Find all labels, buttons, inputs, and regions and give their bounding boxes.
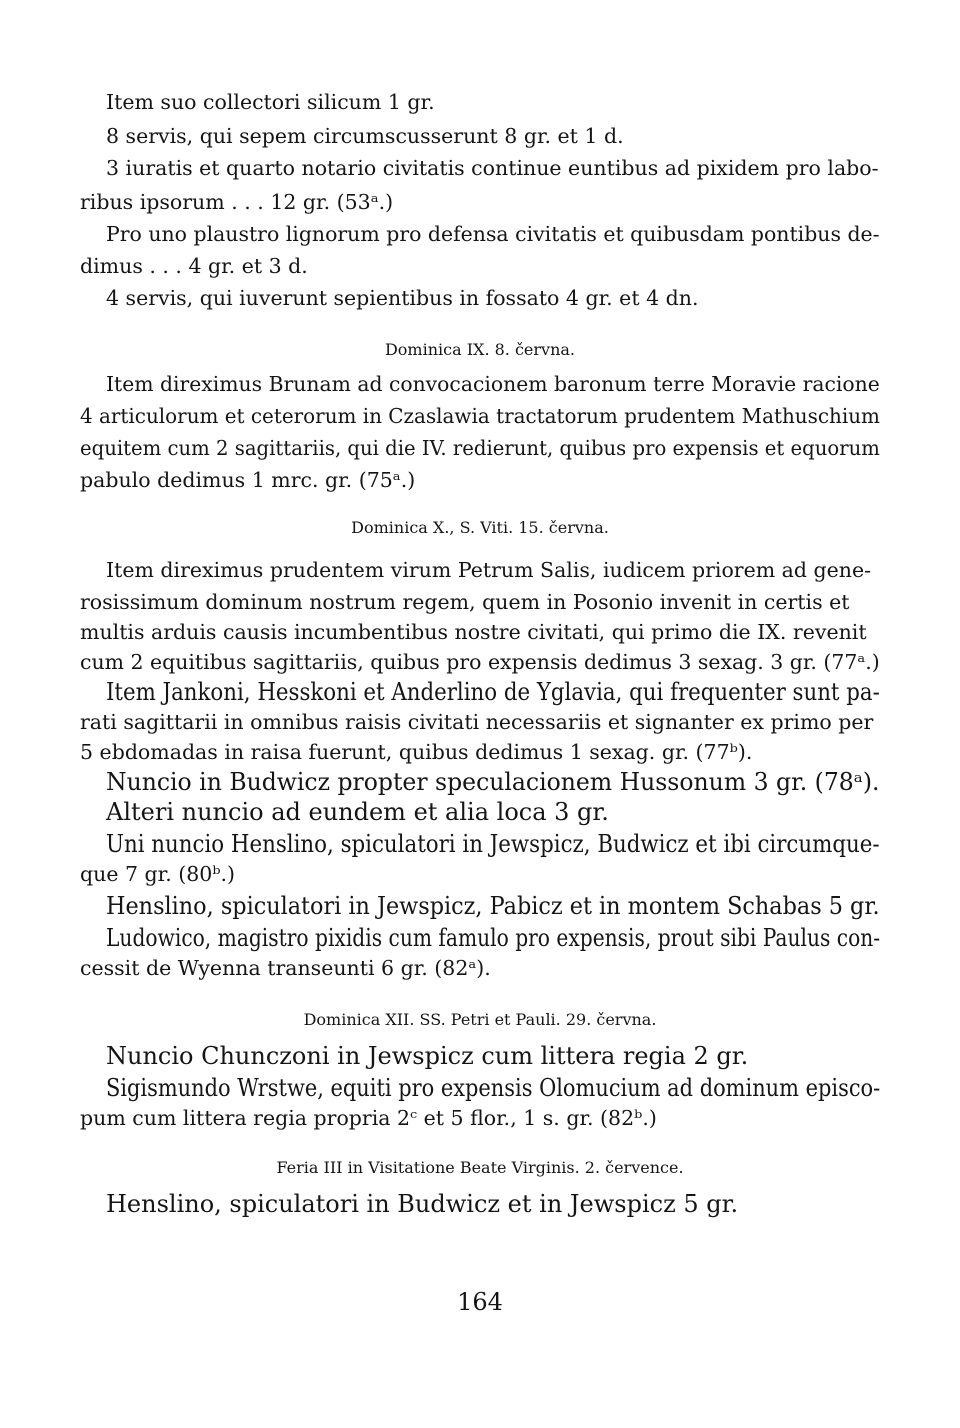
entry-line: Item direximus Brunam ad convocacionem baronum terre Moravie racione — [106, 372, 880, 396]
entry-line: que 7 gr. (80ᵇ.) — [80, 862, 236, 886]
entry-line: pabulo dedimus 1 mrc. gr. (75ᵃ.) — [80, 468, 416, 492]
entry-line: 4 articulorum et ceterorum in Czaslawia tractatorum prudentem Mathuschium — [80, 404, 880, 428]
entry-line: 4 servis, qui iuverunt sepientibus in fossato 4 gr. et 4 dn. — [106, 286, 699, 310]
entry-line: Pro uno plaustro lignorum pro defensa civitatis et quibusdam pontibus de- — [106, 222, 880, 246]
entry-line: Nuncio in Budwicz propter speculacionem Hussonum 3 gr. (78ᵃ). — [106, 768, 880, 796]
entry-line: cessit de Wyenna transeunti 6 gr. (82ᵃ). — [80, 956, 491, 980]
entry-line: rosissimum dominum nostrum regem, quem in Posonio invenit in certis et — [80, 590, 850, 614]
section-heading: Feria III in Visitatione Beate Virginis. 2. července. — [276, 1158, 684, 1177]
entry-line: Item suo collectori silicum 1 gr. — [106, 90, 435, 114]
entry-line: 5 ebdomadas in raisa fuerunt, quibus dedimus 1 sexag. gr. (77ᵇ). — [80, 740, 753, 764]
entry-line: pum cum littera regia propria 2ᶜ et 5 flor., 1 s. gr. (82ᵇ.) — [80, 1106, 657, 1130]
entry-line: multis arduis causis incumbentibus nostre civitati, qui primo die IX. revenit — [80, 620, 867, 644]
entry-line: Item direximus prudentem virum Petrum Salis, iudicem priorem ad gene- — [106, 558, 872, 582]
page-number: 164 — [457, 1288, 503, 1316]
entry-line: Uni nuncio Henslino, spiculatori in Jewspicz, Budwicz et ibi circumque- — [106, 830, 880, 858]
section-heading: Dominica X., S. Viti. 15. června. — [351, 518, 609, 537]
entry-line: 3 iuratis et quarto notario civitatis continue euntibus ad pixidem pro labo- — [106, 156, 879, 180]
entry-line: ribus ipsorum . . . 12 gr. (53ᵃ.) — [80, 190, 394, 214]
entry-line: Henslino, spiculatori in Budwicz et in Jewspicz 5 gr. — [106, 1190, 739, 1218]
entry-line: rati sagittarii in omnibus raisis civitati necessariis et signanter ex primo per — [80, 710, 874, 734]
entry-line: Nuncio Chunczoni in Jewspicz cum littera regia 2 gr. — [106, 1042, 749, 1070]
entry-line: Alteri nuncio ad eundem et alia loca 3 gr. — [106, 798, 609, 826]
entry-line: 8 servis, qui sepem circumscusserunt 8 gr. et 1 d. — [106, 124, 624, 148]
entry-line: equitem cum 2 sagittariis, qui die IV. redierunt, quibus pro expensis et equorum — [80, 436, 880, 460]
entry-line: Sigismundo Wrstwe, equiti pro expensis Olomucium ad dominum episco- — [106, 1074, 881, 1102]
entry-line: cum 2 equitibus sagittariis, quibus pro expensis dedimus 3 sexag. 3 gr. (77ᵃ.) — [80, 650, 880, 674]
entry-line: Ludowico, magistro pixidis cum famulo pro expensis, prout sibi Paulus con- — [106, 924, 881, 952]
entry-line: Henslino, spiculatori in Jewspicz, Pabicz et in montem Schabas 5 gr. — [106, 892, 880, 920]
entry-line: Item Jankoni, Hesskoni et Anderlino de Yglavia, qui frequenter sunt pa- — [106, 678, 880, 706]
entry-line: dimus . . . 4 gr. et 3 d. — [80, 254, 308, 278]
section-heading: Dominica IX. 8. června. — [384, 340, 576, 359]
section-heading: Dominica XII. SS. Petri et Pauli. 29. června. — [303, 1010, 657, 1029]
